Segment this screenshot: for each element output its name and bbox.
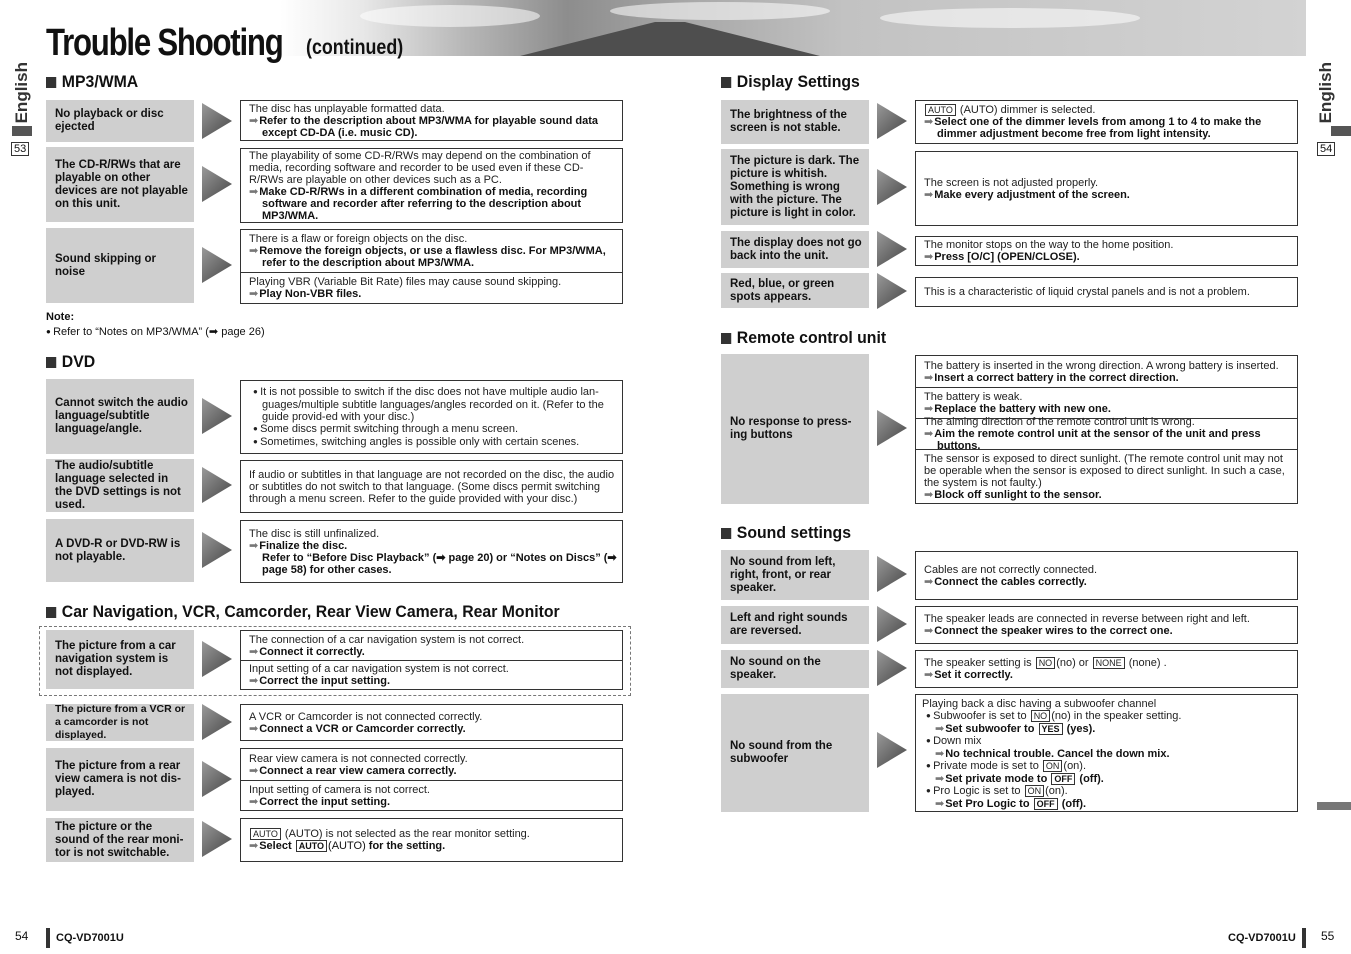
arrow-icon [202, 103, 232, 139]
section-heading-display: Display Settings [721, 72, 860, 92]
solution-box: The speaker setting is NO (no) or NONE (none) . ➡ Set it correctly. [915, 650, 1298, 688]
solution-box: A VCR or Camcorder is not connected correctly. ➡ Connect a VCR or Camcorder correctly. [240, 704, 623, 741]
solution-box: The playability of some CD-R/RWs may depend on the combination of media, recording software and recorder to be used even if these CD-R/RWs are playable on other devices such as a PC. ➡ Make CD-R/RWs in a different combination of media, recording software and recorder after referring to the description about MP3/WMA. [240, 148, 623, 223]
solution-box: Cables are not correctly connected. ➡ Connect the cables correctly. [915, 551, 1298, 600]
problem-dvdr-not-playable: A DVD-R or DVD-RW is not playable. [46, 519, 194, 582]
on-key: ON [1025, 785, 1045, 797]
language-tab-left: English [12, 62, 31, 124]
arrow-icon [202, 821, 232, 857]
arrow-icon [202, 761, 232, 797]
section-heading-navigation: Car Navigation, VCR, Camcorder, Rear View Camera, Rear Monitor [46, 602, 560, 622]
solution-box: Playing back a disc having a subwoofer channel ● Subwoofer is set to NO (no) in the speaker setting. ➡ Set subwoofer to YES (yes). ● Down mix ➡ No technical trouble. Cancel the down mix. ● Private mode is set to ON (on). ➡ Set private mode to OFF (off). ● Pro Logic is set to ON (on). ➡ Set Pro Logic to OFF (off). [915, 694, 1298, 812]
model-label-left: CQ-VD7001U [46, 928, 124, 948]
arrow-icon [877, 650, 907, 686]
language-tab-bar-right [1331, 126, 1351, 136]
solution-box: The disc is still unfinalized. ➡ Finalize the disc. Refer to “Before Disc Playback” (➡ page 20) or “Notes on Discs” (➡ page 58) for other cases. [240, 520, 623, 583]
arrow-icon [202, 704, 232, 740]
page-number-left: 54 [15, 929, 29, 943]
page-title-suffix: (continued) [306, 36, 404, 59]
arrow-icon [877, 103, 907, 139]
model-label-right: CQ-VD7001U [1228, 928, 1306, 948]
problem-no-playback: No playback or disc ejected [46, 100, 194, 142]
solution-box: Rear view camera is not connected correctly. ➡ Connect a rear view camera correctly. Input setting of camera is not correct. ➡ Correct the input setting. [240, 748, 623, 811]
solution-box: The disc has unplayable formatted data. ➡ Refer to the description about MP3/WMA for playable sound data except CD-DA (i.e. music CD). [240, 100, 623, 141]
solution-box: AUTO (AUTO) dimmer is selected. ➡ Select one of the dimmer levels from among 1 to 4 to make the dimmer adjustment become free from light intensity. [915, 100, 1298, 144]
arrow-icon [202, 532, 232, 568]
problem-no-sound-on-speaker: No sound on the speaker. [721, 650, 869, 688]
off-key: OFF [1034, 798, 1058, 810]
section-heading-dvd: DVD [46, 352, 95, 372]
problem-brightness: The brightness of the screen is not stable. [721, 100, 869, 144]
problem-vcr-camcorder: The picture from a VCR or a camcorder is not displayed. [46, 704, 194, 741]
problem-reversed-sounds: Left and right sounds are reversed. [721, 606, 869, 644]
note-label: Note: [46, 311, 75, 323]
side-marker-bar [1317, 802, 1351, 810]
problem-language-not-used: The audio/subtitle language selected in the DVD settings is not used. [46, 459, 194, 512]
auto-key: AUTO [296, 840, 327, 852]
solution-box: The battery is inserted in the wrong direction. A wrong battery is inserted. ➡ Insert a correct battery in the correct direction. The battery is weak. ➡ Replace the battery with new one. The aiming direction of the remote control unit is wrong. ➡ Aim the remote control unit at the sensor of the unit and press buttons. The sensor is exposed to direct sunlight. (The remote control unit may not be operable when the sensor is exposed to direct sunlight. In such a case, the system is not faulty.) ➡ Block off sunlight to the sensor. [915, 355, 1298, 504]
arrow-icon [877, 606, 907, 642]
arrow-icon [202, 467, 232, 503]
solution-box: There is a flaw or foreign objects on the disc. ➡ Remove the foreign objects, or use a flawless disc. For MP3/WMA, refer to the description about MP3/WMA. Playing VBR (Variable Bit Rate) files may cause sound skipping. ➡ Play Non-VBR files. [240, 229, 623, 304]
solution-box: ● It is not possible to switch if the disc does not have multiple audio lan-guages/multiple subtitle languages/angles recorded on it. (Refer to the guide provid-ed with your disc.) ● Some discs permit switching through a menu screen. ● Sometimes, switching angles is possible only with certain scenes. [240, 380, 623, 454]
page-title-text: Trouble Shooting [46, 22, 283, 64]
arrow-icon [877, 231, 907, 267]
tab-page-number-right: 54 [1317, 142, 1335, 156]
solution-box: The screen is not adjusted properly. ➡ Make every adjustment of the screen. [915, 151, 1298, 226]
solution-box: AUTO (AUTO) is not selected as the rear monitor setting. ➡ Select AUTO (AUTO) for the setting. [240, 818, 623, 862]
section-heading-remote: Remote control unit [721, 328, 886, 348]
problem-no-sound-subwoofer: No sound from the subwoofer [721, 694, 869, 812]
solution-box: This is a characteristic of liquid crystal panels and is not a problem. [915, 277, 1298, 307]
page-number-right: 55 [1321, 929, 1335, 943]
section-heading-mp3: MP3/WMA [46, 72, 138, 92]
solution-box: If audio or subtitles in that language are not recorded on the disc, the audio or subtitles do not switch to that language. (Some discs permit switching through a menu screen. Refer to the guide provided with your disc.) [240, 460, 623, 513]
no-key: NO [1031, 710, 1051, 722]
problem-picture-dark: The picture is dark. The picture is whitish. Something is wrong with the picture. The picture is light in color. [721, 149, 869, 225]
off-key: OFF [1051, 773, 1075, 785]
solution-box: The monitor stops on the way to the home position. ➡ Press [O/C] (OPEN/CLOSE). [915, 236, 1298, 266]
problem-rear-monitor: The picture or the sound of the rear moni-tor is not switchable. [46, 818, 194, 862]
arrow-icon [202, 398, 232, 434]
solution-box: The speaker leads are connected in reverse between right and left. ➡ Connect the speaker wires to the correct one. [915, 606, 1298, 644]
problem-no-response: No response to press-ing buttons [721, 354, 869, 504]
section-heading-sound: Sound settings [721, 523, 851, 543]
problem-car-navigation: The picture from a car navigation system is not displayed. [46, 630, 194, 689]
problem-colored-spots: Red, blue, or green spots appears. [721, 273, 869, 308]
problem-sound-skipping: Sound skipping or noise [46, 228, 194, 303]
language-tab-right: English [1316, 62, 1335, 124]
arrow-icon [877, 169, 907, 205]
problem-rear-view-camera: The picture from a rear view camera is not dis-played. [46, 748, 194, 811]
auto-key: AUTO [250, 828, 281, 840]
note-text: ● Refer to “Notes on MP3/WMA” (➡ page 26) [46, 325, 265, 340]
problem-no-sound-speaker: No sound from left, right, front, or rear speaker. [721, 550, 869, 600]
arrow-icon [877, 556, 907, 592]
problem-display-not-back: The display does not go back into the unit. [721, 231, 869, 268]
no-key: NO [1036, 657, 1056, 669]
on-key: ON [1043, 760, 1063, 772]
tab-page-number-left: 53 [11, 142, 29, 156]
yes-key: YES [1039, 723, 1063, 735]
page-title [46, 22, 404, 65]
problem-cdr-not-playable: The CD-R/RWs that are playable on other devices are not playable on this unit. [46, 147, 194, 222]
auto-key: AUTO [925, 104, 956, 116]
language-tab-bar-left [12, 126, 32, 136]
arrow-icon [877, 410, 907, 446]
arrow-icon [877, 273, 907, 309]
arrow-icon [202, 247, 232, 283]
none-key: NONE [1093, 657, 1125, 669]
problem-cannot-switch-language: Cannot switch the audio language/subtitle language/angle. [46, 379, 194, 454]
header-banner-image [280, 0, 1306, 56]
solution-box: The connection of a car navigation system is not correct. ➡ Connect it correctly. Input setting of a car navigation system is not correct. ➡ Correct the input setting. [240, 630, 623, 690]
arrow-icon [877, 732, 907, 768]
arrow-icon [202, 166, 232, 202]
